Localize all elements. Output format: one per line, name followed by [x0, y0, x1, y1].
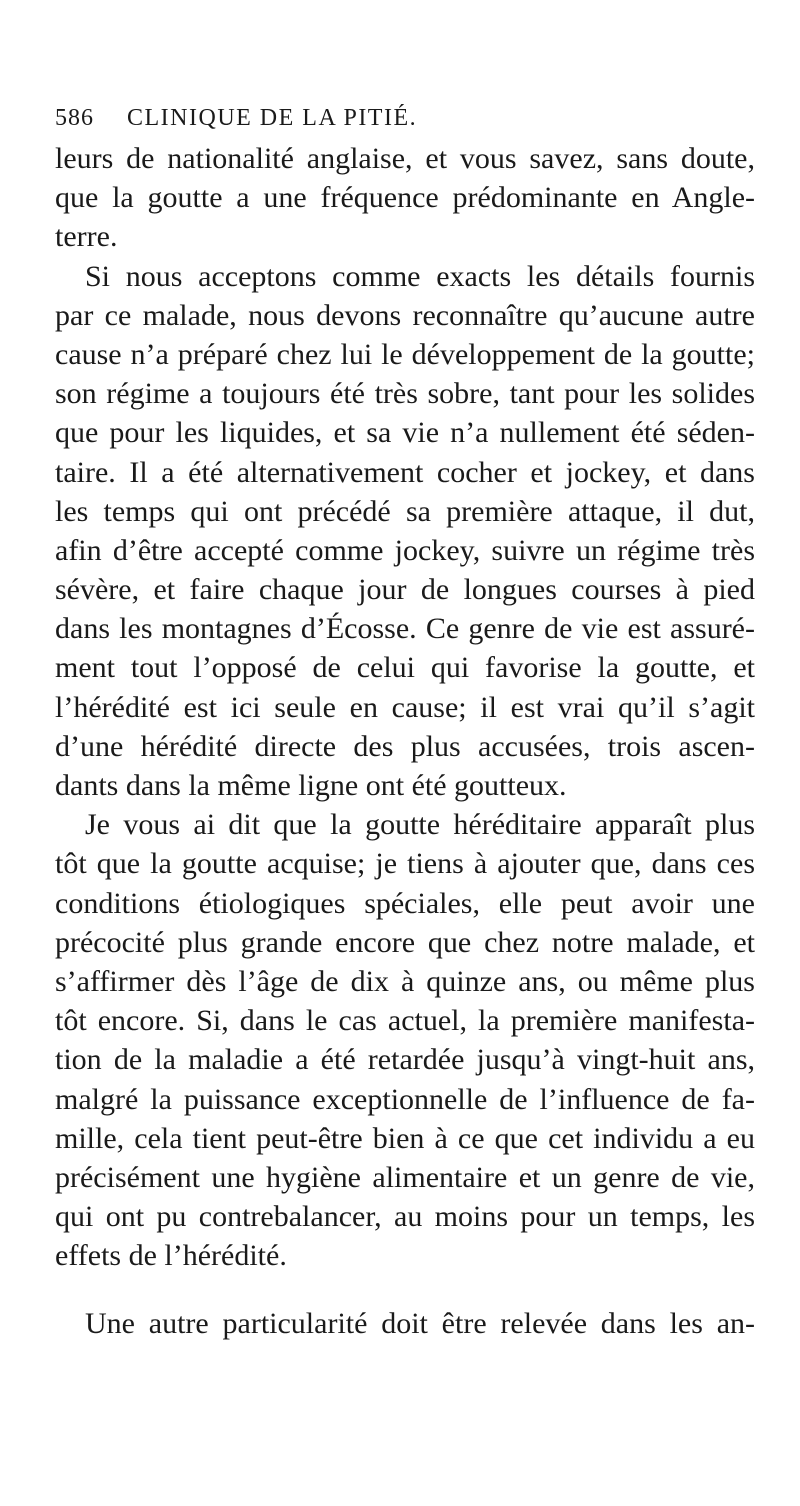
text-line: d’une hérédité directe des plus accusées, trois ascen- [55, 729, 755, 763]
text-line: malgré la puissance exceptionnelle de l’influence de fa- [55, 1082, 755, 1116]
text-line: son régime a toujours été très sobre, tant pour les solides [55, 377, 755, 411]
text-line: conditions étiologiques spéciales, elle peut avoir une [55, 886, 755, 920]
text-line: dans les montagnes d’Écosse. Ce genre de vie est assuré- [55, 612, 755, 646]
text-line: que pour les liquides, et sa vie n’a nullement été séden- [55, 416, 755, 450]
paragraph-gap [55, 1275, 755, 1304]
text-line: que la goutte a une fréquence prédominante en Angle- [55, 181, 755, 215]
text-line: s’affirmer dès l’âge de dix à quinze ans, ou même plus [55, 964, 755, 998]
text-line: l’hérédité est ici seule en cause; il est vrai qu’il s’agit [55, 690, 755, 724]
text-line: Je vous ai dit que la goutte héréditaire apparaît plus [85, 808, 755, 842]
text-line: taire. Il a été alternativement cocher et jockey, et dans [55, 455, 755, 489]
text-line: tion de la maladie a été retardée jusqu’à vingt-huit ans, [55, 1043, 755, 1077]
text-line: précocité plus grande encore que chez notre malade, et [55, 925, 755, 959]
text-line: sévère, et faire chaque jour de longues courses à pied [55, 573, 755, 607]
text-line: tôt encore. Si, dans le cas actuel, la première manifesta- [55, 1004, 755, 1038]
text-line: terre. [55, 220, 118, 254]
text-line: tôt que la goutte acquise; je tiens à ajouter que, dans ces [55, 847, 755, 881]
text-line: mille, cela tient peut-être bien à ce que cet individu a eu [55, 1121, 755, 1155]
text-line: dants dans la même ligne ont été goutteux. [55, 769, 567, 802]
text-line: ment tout l’opposé de celui qui favorise la goutte, et [55, 651, 755, 685]
running-title: CLINIQUE DE LA PITIÉ. [127, 105, 418, 131]
text-line: leurs de nationalité anglaise, et vous savez, sans doute, [55, 142, 755, 175]
page-number: 586 [55, 105, 94, 131]
body-text [55, 139, 755, 1344]
text-line: qui ont pu contrebalancer, au moins pour un temps, les [55, 1200, 755, 1234]
text-line: précisément une hygiène alimentaire et un genre de vie, [55, 1160, 755, 1194]
text-line: effets de l’hérédité. [55, 1239, 287, 1273]
text-line: Une autre particularité doit être relevée dans les an- [85, 1307, 755, 1341]
page-header [55, 105, 755, 135]
text-line: les temps qui ont précédé sa première attaque, il dut, [55, 494, 755, 528]
text-line: Si nous acceptons comme exacts les détails fournis [85, 259, 755, 293]
text-line: par ce malade, nous devons reconnaître qu’aucune autre [55, 298, 755, 332]
text-line: cause n’a préparé chez lui le développement de la goutte; [55, 337, 755, 371]
text-line: afin d’être accepté comme jockey, suivre un régime très [55, 533, 755, 567]
